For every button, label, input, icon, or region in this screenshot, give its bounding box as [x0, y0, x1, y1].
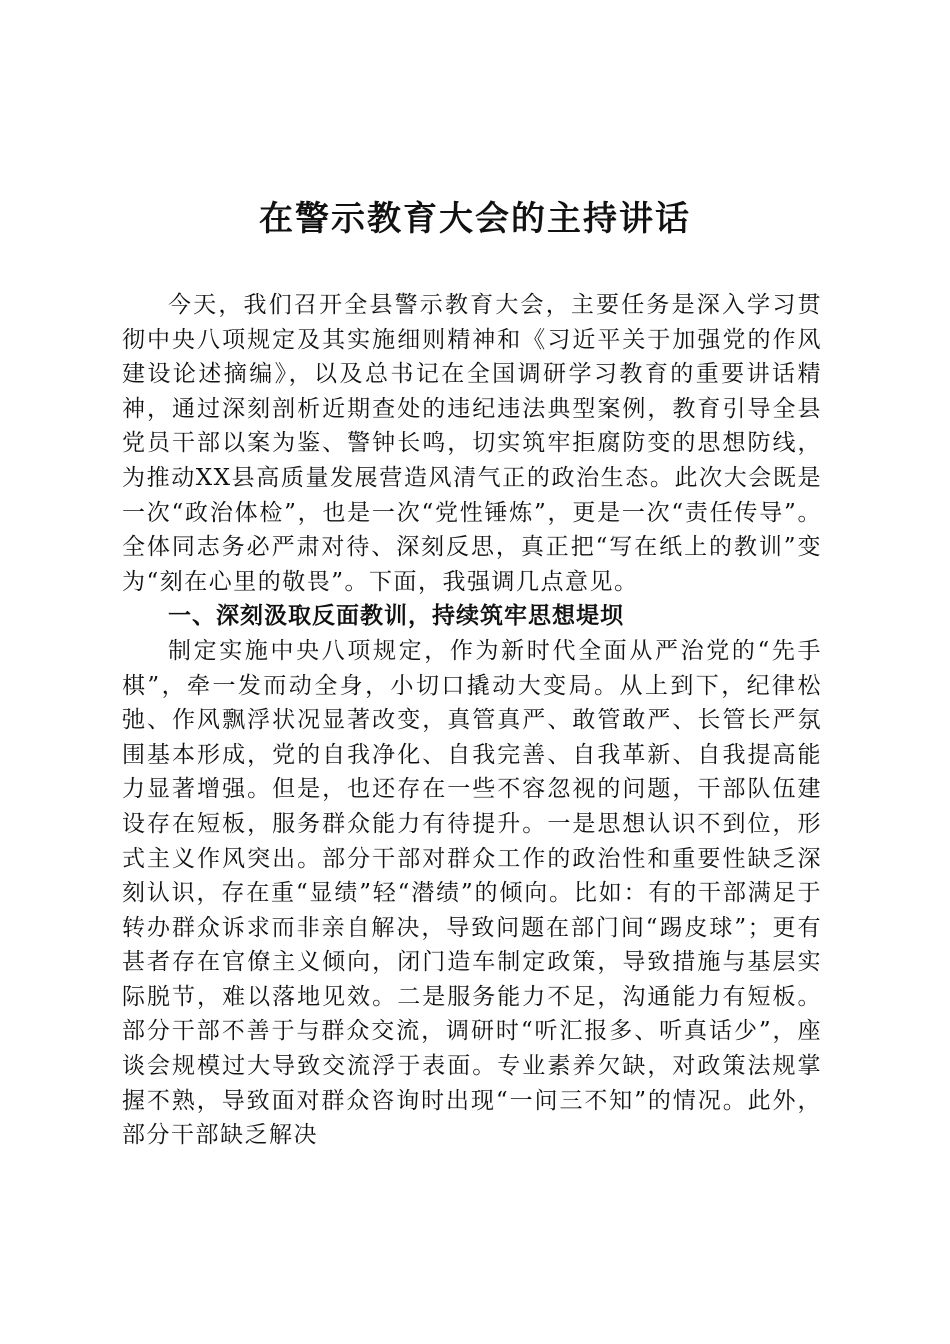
section-paragraph: 制定实施中央八项规定，作为新时代全面从严治党的“先手棋”，牵一发而动全身，小切口撬动大变局。从上到下，纪律松弛、作风飘浮状况显著改变，真管真严、敢管敢严、长管长严氛围基本形成，党的自我净化、自我完善、自我革新、自我提高能力显著增强。但是，也还存在一些不容忽视的问题，干部队伍建设存在短板，服务群众能力有待提升。一是思想认识不到位，形式主义作风突出。部分干部对群众工作的政治性和重要性缺乏深刻认识，存在重“显绩”轻“潜绩”的倾向。比如：有的干部满足于转办群众诉求而非亲自解决，导致问题在部门间“踢皮球”；更有甚者存在官僚主义倾向，闭门造车制定政策，导致措施与基层实际脱节，难以落地见效。二是服务能力不足，沟通能力有短板。部分干部不善于与群众交流，调研时“听汇报多、听真话少”，座谈会规模过大导致交流浮于表面。专业素养欠缺，对政策法规掌握不熟，导致面对群众咨询时出现“一问三不知”的情况。此外，部分干部缺乏解决 [122, 637, 822, 1149]
intro-paragraph: 今天，我们召开全县警示教育大会，主要任务是深入学习贯彻中央八项规定及其实施细则精神和《习近平关于加强党的作风建设论述摘编》，以及总书记在全国调研学习教育的重要讲话精神，通过深刻剖析近期查处的违纪违法典型案例，教育引导全县党员干部以案为鉴、警钟长鸣，切实筑牢拒腐防变的思想防线，为推动XX县高质量发展营造风清气正的政治生态。此次大会既是一次“政治体检”，也是一次“党性锤炼”，更是一次“责任传导”。全体同志务必严肃对待、深刻反思，真正把“写在纸上的教训”变为“刻在心里的敬畏”。下面，我强调几点意见。 [122, 292, 822, 595]
section-heading: 一、深刻汲取反面教训，持续筑牢思想堤坝 [168, 602, 624, 630]
document-body [122, 288, 822, 1153]
page-title: 在警示教育大会的主持讲话 [259, 199, 691, 239]
